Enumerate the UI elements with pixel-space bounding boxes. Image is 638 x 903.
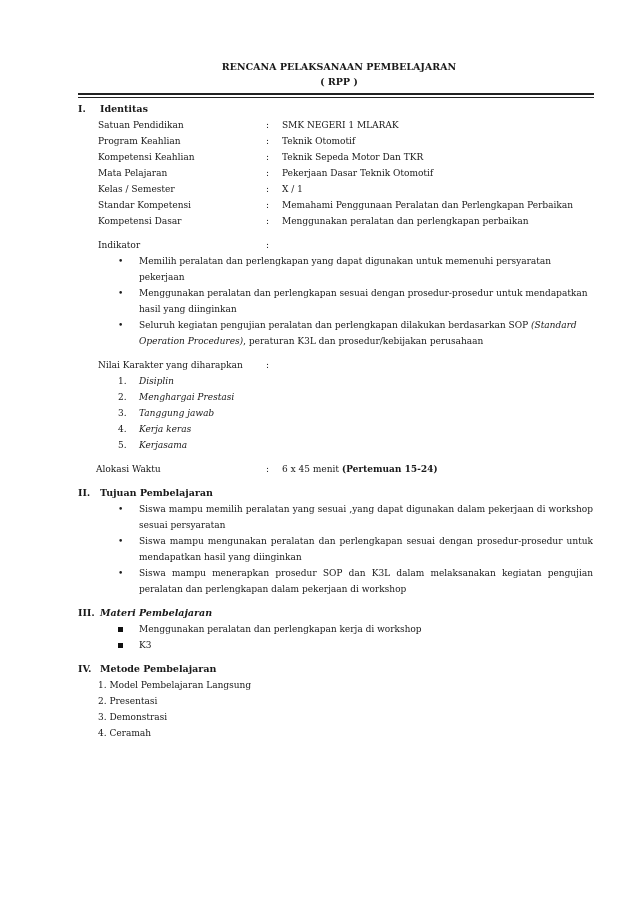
indikator-text-continued: pekerjaan xyxy=(139,273,185,283)
alokasi-pertemuan: (Pertemuan 15-24) xyxy=(341,465,438,475)
colon: : xyxy=(266,465,270,475)
colon: : xyxy=(266,201,270,211)
alokasi-waktu-label: Alokasi Waktu xyxy=(96,465,161,475)
identity-value: Menggunakan peralatan dan perlengkapan perbaikan xyxy=(282,217,529,227)
indikator-label: Indikator xyxy=(98,241,141,251)
nilai-text: Tanggung jawab xyxy=(139,409,215,419)
identity-label: Kelas / Semester xyxy=(98,185,175,195)
tujuan-text: Siswa mampu mengunakan peralatan dan perlengkapan sesuai dengan prosedur-prosedur untuk xyxy=(139,537,593,547)
nilai-text: Kerjasama xyxy=(139,441,188,451)
identity-label: Mata Pelajaran xyxy=(98,169,168,179)
nilai-number: 2. xyxy=(118,393,127,403)
section-number: III. xyxy=(78,608,95,619)
nilai-number: 1. xyxy=(118,377,127,387)
indikator-text-continued xyxy=(139,334,483,350)
indikator-text: Memilih peralatan dan perlengkapan yang dapat digunakan untuk memenuhi persyaratan xyxy=(139,257,552,267)
identity-value: Pekerjaan Dasar Teknik Otomotif xyxy=(282,169,434,179)
colon: : xyxy=(266,153,270,163)
indikator-text-plain: Seluruh kegiatan pengujian peralatan dan perlengkapan dilakukan berdasarkan SOP xyxy=(139,321,532,331)
colon: : xyxy=(266,217,270,227)
alokasi-waktu-value xyxy=(282,462,438,478)
section-number: I. xyxy=(78,104,86,115)
bullet-icon: • xyxy=(118,321,124,331)
nilai-number: 3. xyxy=(118,409,127,419)
section-title: Metode Pembelajaran xyxy=(100,664,217,675)
identity-value: Memahami Penggunaan Peralatan dan Perlengkapan Perbaikan xyxy=(282,201,574,211)
header-rule-thick xyxy=(78,93,594,95)
nilai-number: 4. xyxy=(118,425,127,435)
bullet-icon: • xyxy=(118,537,124,547)
metode-item: 2. Presentasi xyxy=(98,697,158,707)
tujuan-text: Siswa mampu memilih peralatan yang sesuai ,yang dapat digunakan dalam pekerjaan di workshop xyxy=(139,505,593,515)
square-bullet-icon xyxy=(118,638,123,654)
materi-text: Menggunakan peralatan dan perlengkapan kerja di workshop xyxy=(139,625,422,635)
indikator-text-continued: hasil yang diinginkan xyxy=(139,305,237,315)
nilai-number: 5. xyxy=(118,441,127,451)
identity-label: Standar Kompetensi xyxy=(98,201,191,211)
bullet-icon: • xyxy=(118,289,124,299)
tujuan-text-continued: mendapatkan hasil yang diinginkan xyxy=(139,553,302,563)
colon: : xyxy=(266,137,270,147)
nilai-text: Kerja keras xyxy=(139,425,192,435)
bullet-icon: • xyxy=(118,505,124,515)
tujuan-text-continued: peralatan dan perlengkapan dalam pekerjaan di workshop xyxy=(139,585,407,595)
identity-label: Satuan Pendidikan xyxy=(98,121,184,131)
section-title: Materi Pembelajaran xyxy=(100,608,213,619)
identity-value: Teknik Otomotif xyxy=(282,137,356,147)
colon: : xyxy=(266,169,270,179)
tujuan-text: Siswa mampu menerapkan prosedur SOP dan K3L dalam melaksanakan kegiatan pengujian xyxy=(139,569,593,579)
document-title: RENCANA PELAKSANAAN PEMBELAJARAN xyxy=(221,62,457,73)
nilai-text: Menghargai Prestasi xyxy=(139,393,235,403)
bullet-icon: • xyxy=(118,569,124,579)
metode-item: 4. Ceramah xyxy=(98,729,152,739)
colon: : xyxy=(266,241,270,251)
materi-text: K3 xyxy=(139,641,152,651)
nilai-karakter-label: Nilai Karakter yang diharapkan xyxy=(98,361,243,371)
indikator-text xyxy=(139,318,593,334)
colon: : xyxy=(266,361,270,371)
section-number: IV. xyxy=(78,664,92,675)
nilai-text: Disiplin xyxy=(139,377,174,387)
square-bullet-icon xyxy=(118,622,123,638)
alokasi-duration: 6 x 45 menit xyxy=(282,465,342,475)
identity-value: X / 1 xyxy=(282,185,303,195)
bullet-icon: • xyxy=(118,257,124,267)
identity-label: Kompetensi Keahlian xyxy=(98,153,195,163)
indikator-text-italic: Operation Procedures) xyxy=(139,337,244,347)
section-title: Identitas xyxy=(100,104,148,115)
document-subtitle: ( RPP ) xyxy=(320,77,358,88)
indikator-text: Menggunakan peralatan dan perlengkapan sesuai dengan prosedur-prosedur untuk mendapatkan xyxy=(139,289,588,299)
section-number: II. xyxy=(78,488,91,499)
indikator-text-plain: , peraturan K3L dan prosedur/kebijakan perusahaan xyxy=(243,337,484,347)
header-rule-thin xyxy=(78,97,594,98)
identity-value: SMK NEGERI 1 MLARAK xyxy=(282,121,399,131)
colon: : xyxy=(266,185,270,195)
colon: : xyxy=(266,121,270,131)
identity-label: Kompetensi Dasar xyxy=(98,217,182,227)
identity-value: Teknik Sepeda Motor Dan TKR xyxy=(282,153,424,163)
section-title: Tujuan Pembelajaran xyxy=(100,488,213,499)
indikator-text-italic: (Standard xyxy=(531,321,577,331)
metode-item: 1. Model Pembelajaran Langsung xyxy=(98,681,252,691)
identity-label: Program Keahlian xyxy=(98,137,181,147)
tujuan-text-continued: sesuai persyaratan xyxy=(139,521,226,531)
metode-item: 3. Demonstrasi xyxy=(98,713,168,723)
